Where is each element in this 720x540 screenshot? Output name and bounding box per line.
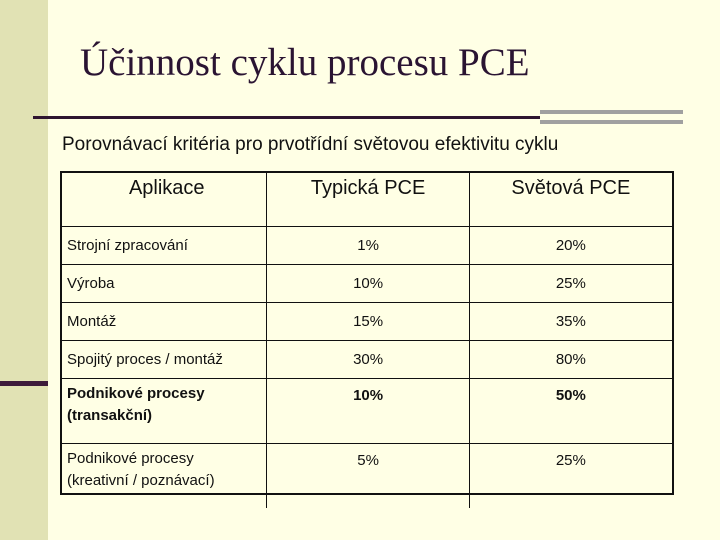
table-row xyxy=(62,303,672,341)
cell-application-line2: (kreativní / poznávací) xyxy=(67,472,215,489)
cell-world-pce: 80% xyxy=(469,341,672,379)
table-row xyxy=(62,444,672,509)
header-world-pce: Světová PCE xyxy=(469,173,672,227)
cell-application-line1: Podnikové procesy xyxy=(67,450,194,467)
cell-application-line2: (transakční) xyxy=(67,407,153,424)
pce-comparison-table xyxy=(62,173,672,508)
cell-typical-pce: 10% xyxy=(267,379,469,444)
cell-typical-pce: 15% xyxy=(267,303,469,341)
left-sidebar-band xyxy=(0,0,48,540)
cell-typical-pce: 10% xyxy=(267,265,469,303)
header-typical-pce: Typická PCE xyxy=(267,173,469,227)
table-header-row xyxy=(62,173,672,227)
cell-world-pce: 35% xyxy=(469,303,672,341)
title-underline xyxy=(33,116,540,119)
table-row xyxy=(62,379,672,444)
header-application: Aplikace xyxy=(62,173,267,227)
table-row xyxy=(62,265,672,303)
slide-title: Účinnost cyklu procesu PCE xyxy=(80,41,530,84)
cell-world-pce: 25% xyxy=(469,265,672,303)
table-row xyxy=(62,227,672,265)
title-rule-gray-top xyxy=(540,110,683,114)
cell-application xyxy=(62,444,267,509)
cell-application: Strojní zpracování xyxy=(62,227,267,265)
title-rule-gray-bottom xyxy=(540,120,683,124)
cell-application xyxy=(62,379,267,444)
cell-typical-pce: 5% xyxy=(267,444,469,509)
cell-application-line1: Podnikové procesy xyxy=(67,385,205,402)
cell-typical-pce: 1% xyxy=(267,227,469,265)
table-row xyxy=(62,341,672,379)
cell-world-pce: 20% xyxy=(469,227,672,265)
cell-typical-pce: 30% xyxy=(267,341,469,379)
sidebar-accent-line xyxy=(0,381,48,386)
slide-subtitle: Porovnávací kritéria pro prvotřídní světovou efektivitu cyklu xyxy=(62,134,559,155)
cell-application: Montáž xyxy=(62,303,267,341)
cell-world-pce: 50% xyxy=(469,379,672,444)
cell-application: Výroba xyxy=(62,265,267,303)
cell-world-pce: 25% xyxy=(555,452,586,469)
cell-application: Spojitý proces / montáž xyxy=(62,341,267,379)
